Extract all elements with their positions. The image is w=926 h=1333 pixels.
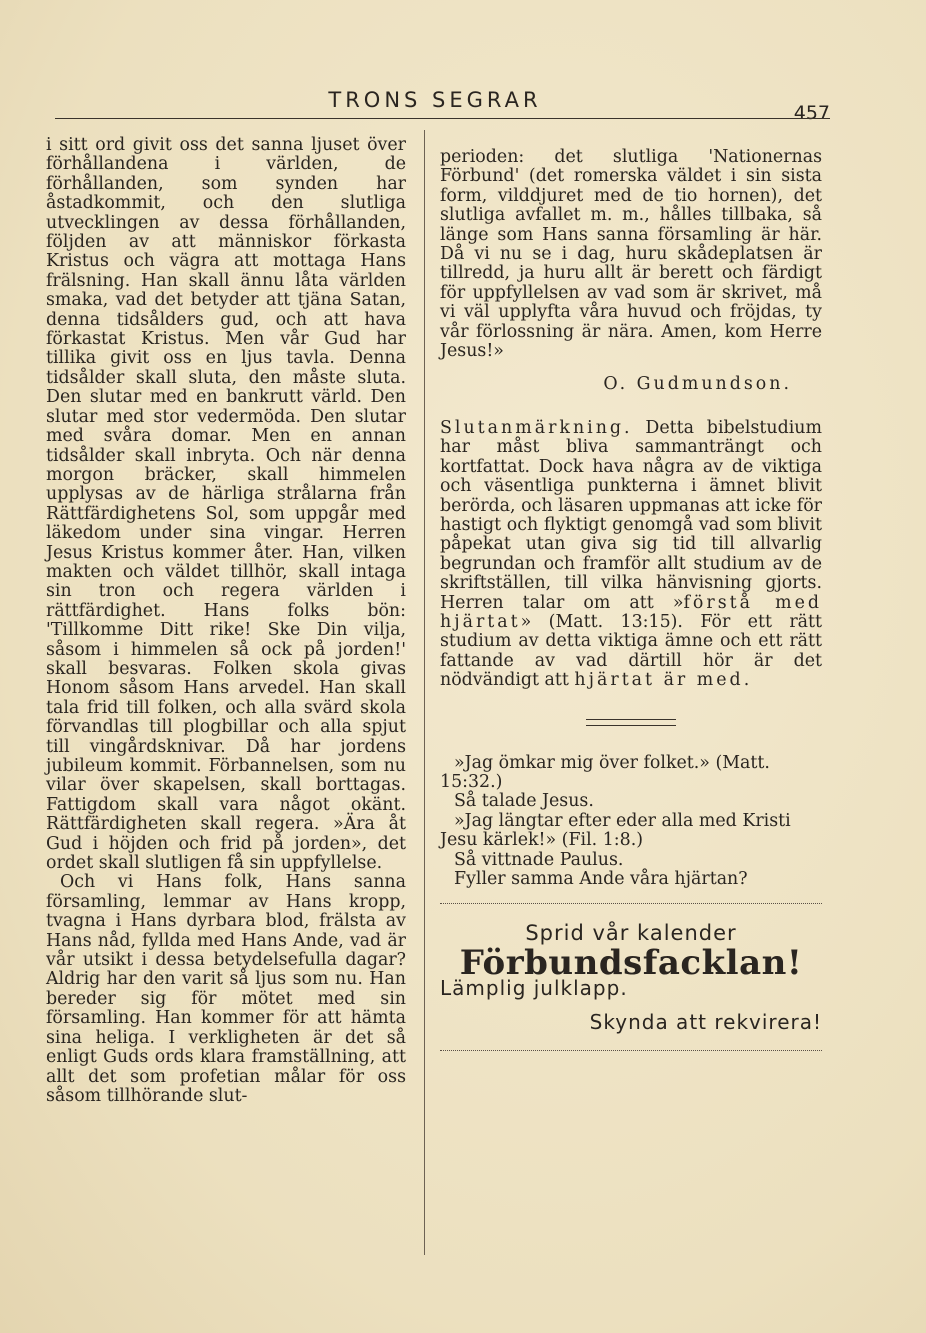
- right-column: [440, 148, 822, 1051]
- note-text-3: .: [743, 670, 750, 691]
- section-divider: [586, 719, 676, 726]
- closing-note: [440, 419, 822, 691]
- left-paragraph-2: Och vi Hans folk, Hans sanna församling, lemmar av Hans kropp, tvagna i Hans dyrbara blod, frälsta av Hans nåd, fyllda med Hans Ande, vad är vår utsikt i dessa betydelsefulla dagar? Aldrig har den varit så ljus som nu. Han bereder sig för mötet med sin församling. Han kommer för att hämta sina heliga. I verkligheten är det så enligt Guds ords klara framställning, att allt det som profetian målar för oss såsom tillhörande slut-: [46, 872, 406, 1106]
- note-text-2: » (Matt. 13:15). För ett rätt studium av detta viktiga ämne och ett rätt fattande av vad därtill hör är det nödvändigt att: [440, 611, 822, 691]
- quote-2: »Jag längtar efter eder alla med Kristi Jesu kärlek!» (Fil. 1:8.): [440, 810, 791, 851]
- ad-title: Förbundsfacklan!: [459, 942, 803, 983]
- note-label: Slutanmärkning.: [440, 417, 633, 438]
- quote-1-attribution: Så talade Jesus.: [454, 791, 594, 812]
- column-divider: [424, 130, 425, 1255]
- ad-line-2: Lämplig julklapp.: [440, 976, 628, 1001]
- note-text-1: Detta bibelstudium har måst bliva sammanträngt och kortfattat. Dock hava några av de viktiga och väsentliga punkterna i ämnet blivit berörda, och läsaren uppmanas att icke för hastigt och flyktigt genomgå vad som blivit påpekat utan giva sig tid till allvarlig begrundan och framför allt studium av de skriftställen, till vilka hänvisning gjorts. Herren talar om att »: [440, 417, 822, 613]
- left-column: [46, 136, 406, 1106]
- left-paragraph-1: i sitt ord givit oss det sanna ljuset över förhållandena i världen, de förhållanden, som synden har åstadkommit, och den slutliga utvecklingen av dessa förhållanden, följden av att människor förkasta Kristus och vägra att mottaga Hans frälsning. Han skall ännu låta världen smaka, vad det betyder att tjäna Satan, denna tidsålders gud, och att hava förkastat Kristus. Men vår Gud har tillika givit oss en ljus tavla. Denna tidsålder skall sluta, den måste sluta. Den slutar med en bankrutt värld. Den slutar med stor vedermöda. Den slutar med svåra domar. Men en annan tidsålder skall inbryta. Och när denna morgon bräcker, skall himmelen upplysas av de härliga strålarna från Rättfärdighetens Sol, som uppgår med läkedom under sina vingar. Herren Jesus Kristus kommer åter. Han, vilken makten och väldet tillhör, skall intaga sin tron och regera världen i rättfärdighet. Hans folks bön: 'Tillkomme Ditt rike! Ske Din vilja, såsom i himmelen så ock på jorden!' skall besvaras. Folken skola givas Honom såsom Hans arvedel. Han skall tala frid till folken, och alla svärd skola förvandlas till plogbillar och alla spjut till vingårdsknivar. Då har jordens jubileum kommit. Förbannelsen, som nu vilar över skapelsen, skall borttagas. Fattigdom skall vara något okänt. Rättfärdigheten skall regera. »Ära åt Gud i höjden och frid på jorden», det ordet skall slutligen få sin uppfyllelse.: [46, 135, 406, 874]
- running-title: TRONS SEGRAR: [328, 88, 542, 112]
- quote-1: »Jag ömkar mig över folket.» (Matt. 15:32.): [440, 752, 770, 792]
- header-rule: [55, 118, 830, 119]
- advertisement: [440, 921, 822, 1034]
- quote-3: Fyller samma Ande våra hjärtan?: [454, 869, 748, 889]
- quote-2-attribution: Så vittnade Paulus.: [454, 849, 624, 870]
- ad-line-3: Skynda att rekvirera!: [589, 1009, 822, 1034]
- page-number: 457: [793, 102, 830, 124]
- ad-bottom-rule: [440, 1050, 822, 1051]
- ad-top-rule: [440, 903, 822, 904]
- note-emphasis-1: förstå med hjärtat: [440, 592, 822, 632]
- page-header: [40, 88, 830, 124]
- note-emphasis-2: hjärtat är med: [574, 670, 744, 691]
- right-continuation: perioden: det slutliga 'Nationernas Förbund' (det romerska väldet i sin sista form, vilddjuret med de tio hornen), det slutliga avfallet m. m., hålles tillbaka, så länge som Hans sanna församling är här. Då vi nu se i dag, huru skådeplatsen är tillredd, ja huru allt är berett och färdigt för uppfyllelsen av vad som är skrivet, må vi väl upplyfta våra huvud och fröjdas, ty vår förlossning är nära. Amen, kom Herre Jesus!»: [440, 147, 822, 362]
- quotes-block: [440, 754, 822, 890]
- author-signature: O. Gudmundson.: [603, 374, 792, 395]
- ad-line-1: Sprid vår kalender: [525, 921, 737, 946]
